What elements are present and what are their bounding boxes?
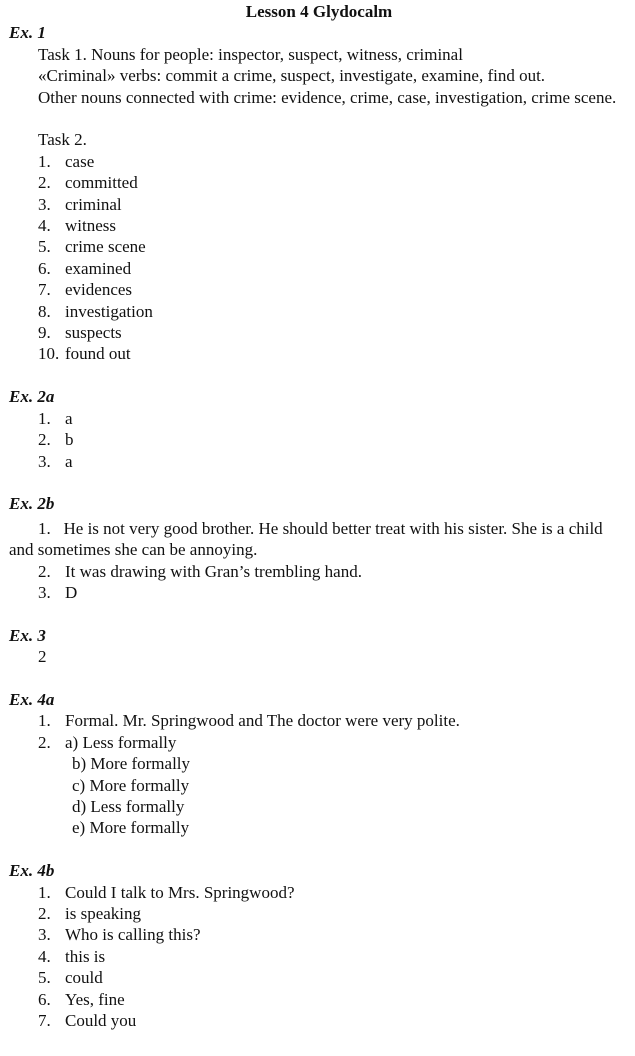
item-number: 8. xyxy=(38,301,51,321)
task1-other-nouns: Other nouns connected with crime: evidence, crime, case, investigation, crime scene. xyxy=(38,87,617,107)
exercise-4b xyxy=(9,860,629,1031)
answer-item xyxy=(9,236,629,257)
lesson-title: Lesson 4 Glydocalm xyxy=(245,2,393,21)
answer-item xyxy=(9,451,629,472)
exercise-heading: Ex. 2b xyxy=(9,494,55,514)
item-text: Could you xyxy=(65,1011,137,1030)
answer-item xyxy=(9,946,629,967)
item-number: 1. xyxy=(38,518,51,538)
item-number: 3. xyxy=(38,451,51,471)
item-number: 6. xyxy=(38,258,51,278)
item-text: It was drawing with Gran’s trembling hand. xyxy=(65,561,362,581)
exercise-heading: Ex. 4a xyxy=(9,689,55,709)
answer-item xyxy=(9,429,629,450)
item-number: 7. xyxy=(38,280,51,300)
answer-item xyxy=(9,561,629,582)
answer-item xyxy=(9,194,629,215)
item-number: 3. xyxy=(38,925,51,945)
exercise-heading: Ex. 1 xyxy=(9,23,46,43)
item-text: He is not very good brother. He should better treat with his sister. She is a child and sometimes she can be annoying. xyxy=(9,518,603,560)
answer: 2 xyxy=(38,647,47,667)
answer-item xyxy=(9,151,629,172)
item-number: 1. xyxy=(38,408,51,428)
item-text: is speaking xyxy=(65,903,142,923)
answer-item xyxy=(9,582,629,603)
item-text: Who is calling this? xyxy=(65,925,201,945)
item-number: 2. xyxy=(38,903,51,923)
item-text: witness xyxy=(65,216,116,236)
exercise-2a xyxy=(9,386,629,472)
item-number: 1. xyxy=(38,882,51,902)
item-number: 10. xyxy=(38,344,60,364)
item-text: b xyxy=(65,430,74,450)
item-text: examined xyxy=(65,258,132,278)
item-text: could xyxy=(65,968,103,988)
item-text: crime scene xyxy=(65,237,146,257)
exercise-heading: Ex. 2a xyxy=(9,387,55,407)
task2-label: Task 2. xyxy=(38,130,87,150)
item-number: 3. xyxy=(38,582,51,602)
answer-list xyxy=(9,882,629,1032)
item-text: Formal. Mr. Springwood and The doctor were very polite. xyxy=(65,711,460,731)
item-text: Could I talk to Mrs. Springwood? xyxy=(65,882,295,902)
exercise-3 xyxy=(9,625,629,668)
item-text: this is xyxy=(65,946,106,966)
task1-verbs: «Criminal» verbs: commit a crime, suspect, investigate, examine, find out. xyxy=(38,66,546,86)
item-number: 2. xyxy=(38,173,51,193)
item-text: a) Less formally xyxy=(65,732,177,752)
item-number: 6. xyxy=(38,989,51,1009)
item-number: 2. xyxy=(38,561,51,581)
sub-answer-item: d) Less formally xyxy=(72,796,185,816)
item-text: found out xyxy=(65,344,131,364)
answer-item xyxy=(9,882,629,903)
item-number: 1. xyxy=(38,151,51,171)
exercise-4a xyxy=(9,689,629,839)
item-number: 9. xyxy=(38,323,51,343)
item-text: evidences xyxy=(65,280,133,300)
answer-item xyxy=(9,343,629,364)
answer-list xyxy=(9,561,629,604)
answer-item xyxy=(9,258,629,279)
item-number: 3. xyxy=(38,194,51,214)
answer-list xyxy=(9,408,629,472)
item-text: D xyxy=(65,582,78,602)
answer-list xyxy=(9,710,629,753)
answer-item xyxy=(9,408,629,429)
sub-answer-item: b) More formally xyxy=(72,754,191,774)
item-number: 1. xyxy=(38,711,51,731)
exercise-heading: Ex. 3 xyxy=(9,625,46,645)
item-text: investigation xyxy=(65,301,153,321)
answer-item xyxy=(9,989,629,1010)
answer-item xyxy=(9,710,629,731)
answer-item xyxy=(9,322,629,343)
item-number: 2. xyxy=(38,430,51,450)
item-number: 4. xyxy=(38,216,51,236)
item-text: suspects xyxy=(65,323,122,343)
sub-answer-item: e) More formally xyxy=(72,818,190,838)
item-number: 4. xyxy=(38,946,51,966)
answer-item xyxy=(9,1010,629,1031)
answer-item xyxy=(9,172,629,193)
sub-answer-item: c) More formally xyxy=(72,775,190,795)
item-number: 2. xyxy=(38,732,51,752)
item-text: case xyxy=(65,151,95,171)
item-number: 5. xyxy=(38,968,51,988)
answer-item xyxy=(9,903,629,924)
item-number: 5. xyxy=(38,237,51,257)
answer-item xyxy=(9,518,629,561)
item-text: criminal xyxy=(65,194,122,214)
item-text: committed xyxy=(65,173,138,193)
exercise-heading: Ex. 4b xyxy=(9,861,55,881)
answer-item xyxy=(9,215,629,236)
item-text: Yes, fine xyxy=(65,989,125,1009)
exercise-1 xyxy=(9,22,629,364)
item-text: a xyxy=(65,451,73,471)
answer-item xyxy=(9,279,629,300)
sub-answer-list xyxy=(9,753,629,839)
answer-item xyxy=(9,732,629,753)
answer-item xyxy=(9,301,629,322)
answer-item xyxy=(9,924,629,945)
item-number: 7. xyxy=(38,1011,51,1030)
task1-people: Task 1. Nouns for people: inspector, suspect, witness, criminal xyxy=(38,44,463,64)
exercise-2b xyxy=(9,493,629,603)
answer-item xyxy=(9,967,629,988)
item-text: a xyxy=(65,408,73,428)
answer-list xyxy=(9,151,629,365)
